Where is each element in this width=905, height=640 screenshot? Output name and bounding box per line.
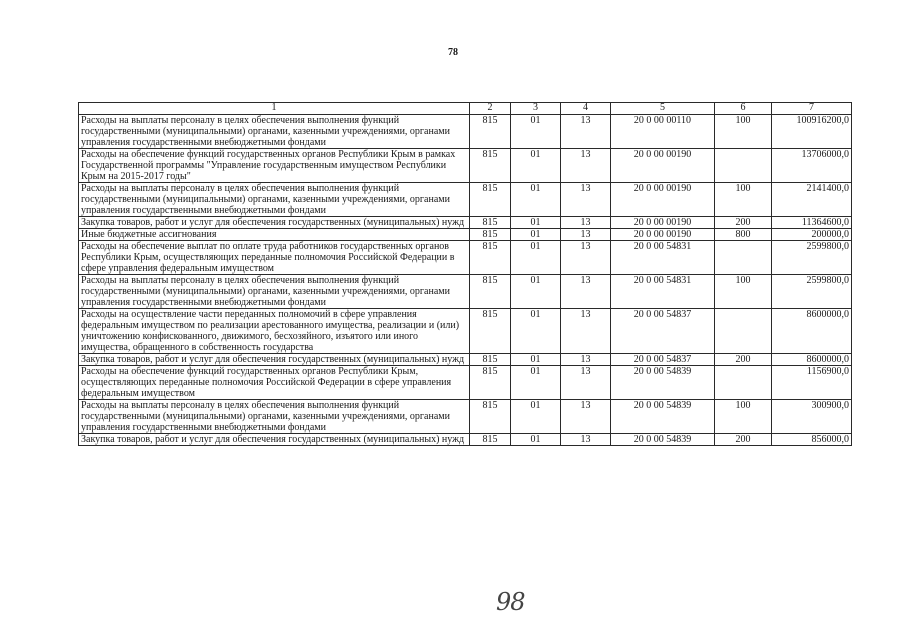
expense-description: Расходы на выплаты персоналу в целях обеспечения выполнения функций государственными (муниципальными) органами, казенными учреждениями, органами управления государственными внебюджетными фондами	[79, 183, 470, 217]
subsection-code: 13	[561, 354, 611, 366]
table-row	[79, 229, 852, 241]
target-article-code: 20 0 00 54831	[611, 241, 715, 275]
section-code: 01	[511, 115, 561, 149]
table-row	[79, 354, 852, 366]
section-code: 01	[511, 434, 561, 446]
target-article-code: 20 0 00 54839	[611, 366, 715, 400]
amount: 200000,0	[772, 229, 852, 241]
subsection-code: 13	[561, 217, 611, 229]
expense-type-code: 200	[715, 434, 772, 446]
section-code: 01	[511, 354, 561, 366]
expense-description: Расходы на обеспечение выплат по оплате труда работников государственных органов Республики Крым, осуществляющих переданные полномочия Российской Федерации в сфере управления федеральным имуществом	[79, 241, 470, 275]
section-code: 01	[511, 217, 561, 229]
expense-type-code: 100	[715, 400, 772, 434]
amount: 2599800,0	[772, 275, 852, 309]
expense-description: Расходы на осуществление части переданных полномочий в сфере управления федеральным имуществом по реализации арестованного имущества, реализации и (или) уничтожению конфискованного, движимого, бесхозяйного, изъятого или иного имущества, обращенного в собственность государства	[79, 309, 470, 354]
target-article-code: 20 0 00 00190	[611, 229, 715, 241]
target-article-code: 20 0 00 54831	[611, 275, 715, 309]
table-row	[79, 115, 852, 149]
target-article-code: 20 0 00 00190	[611, 217, 715, 229]
ministry-code: 815	[470, 354, 511, 366]
subsection-code: 13	[561, 275, 611, 309]
expense-type-code: 100	[715, 183, 772, 217]
column-header: 7	[772, 103, 852, 115]
column-header: 2	[470, 103, 511, 115]
table-row	[79, 275, 852, 309]
target-article-code: 20 0 00 00110	[611, 115, 715, 149]
ministry-code: 815	[470, 366, 511, 400]
target-article-code: 20 0 00 54839	[611, 434, 715, 446]
target-article-code: 20 0 00 54837	[611, 354, 715, 366]
expense-type-code	[715, 309, 772, 354]
table-header-row	[79, 103, 852, 115]
expense-description: Расходы на обеспечение функций государственных органов Республики Крым, осуществляющих переданные полномочия Российской Федерации в сфере управления федеральным имуществом	[79, 366, 470, 400]
expense-type-code	[715, 366, 772, 400]
section-code: 01	[511, 183, 561, 217]
amount: 1156900,0	[772, 366, 852, 400]
table-row	[79, 309, 852, 354]
ministry-code: 815	[470, 217, 511, 229]
expense-description: Закупка товаров, работ и услуг для обеспечения государственных (муниципальных) нужд	[79, 217, 470, 229]
amount: 11364600,0	[772, 217, 852, 229]
ministry-code: 815	[470, 229, 511, 241]
amount: 13706000,0	[772, 149, 852, 183]
amount: 2599800,0	[772, 241, 852, 275]
expense-type-code: 200	[715, 354, 772, 366]
section-code: 01	[511, 275, 561, 309]
ministry-code: 815	[470, 115, 511, 149]
expense-description: Иные бюджетные ассигнования	[79, 229, 470, 241]
amount: 100916200,0	[772, 115, 852, 149]
subsection-code: 13	[561, 183, 611, 217]
expense-description: Закупка товаров, работ и услуг для обеспечения государственных (муниципальных) нужд	[79, 354, 470, 366]
ministry-code: 815	[470, 434, 511, 446]
target-article-code: 20 0 00 00190	[611, 183, 715, 217]
ministry-code: 815	[470, 183, 511, 217]
subsection-code: 13	[561, 149, 611, 183]
expense-type-code: 200	[715, 217, 772, 229]
ministry-code: 815	[470, 241, 511, 275]
table-row	[79, 241, 852, 275]
expense-type-code: 100	[715, 275, 772, 309]
expense-description: Расходы на выплаты персоналу в целях обеспечения выполнения функций государственными (муниципальными) органами, казенными учреждениями, органами управления государственными внебюджетными фондами	[79, 115, 470, 149]
subsection-code: 13	[561, 309, 611, 354]
amount: 8600000,0	[772, 309, 852, 354]
amount: 8600000,0	[772, 354, 852, 366]
ministry-code: 815	[470, 309, 511, 354]
section-code: 01	[511, 400, 561, 434]
column-header: 6	[715, 103, 772, 115]
expense-type-code	[715, 149, 772, 183]
amount: 856000,0	[772, 434, 852, 446]
expense-description: Расходы на обеспечение функций государственных органов Республики Крым в рамках Государственной программы "Управление государственным имуществом Республики Крым на 2015-2017 годы"	[79, 149, 470, 183]
ministry-code: 815	[470, 275, 511, 309]
section-code: 01	[511, 149, 561, 183]
section-code: 01	[511, 309, 561, 354]
page-number: 78	[448, 47, 458, 58]
handwritten-page-number: 98	[496, 588, 525, 616]
amount: 300900,0	[772, 400, 852, 434]
subsection-code: 13	[561, 400, 611, 434]
ministry-code: 815	[470, 149, 511, 183]
section-code: 01	[511, 241, 561, 275]
expense-description: Расходы на выплаты персоналу в целях обеспечения выполнения функций государственными (муниципальными) органами, казенными учреждениями, органами управления государственными внебюджетными фондами	[79, 275, 470, 309]
column-header: 4	[561, 103, 611, 115]
table-row	[79, 366, 852, 400]
table-row	[79, 183, 852, 217]
amount: 2141400,0	[772, 183, 852, 217]
target-article-code: 20 0 00 00190	[611, 149, 715, 183]
table-row	[79, 217, 852, 229]
expense-type-code: 100	[715, 115, 772, 149]
section-code: 01	[511, 229, 561, 241]
target-article-code: 20 0 00 54839	[611, 400, 715, 434]
subsection-code: 13	[561, 229, 611, 241]
target-article-code: 20 0 00 54837	[611, 309, 715, 354]
subsection-code: 13	[561, 241, 611, 275]
subsection-code: 13	[561, 366, 611, 400]
ministry-code: 815	[470, 400, 511, 434]
table-row	[79, 400, 852, 434]
table-row	[79, 434, 852, 446]
section-code: 01	[511, 366, 561, 400]
budget-table	[78, 102, 852, 446]
column-header: 1	[79, 103, 470, 115]
subsection-code: 13	[561, 115, 611, 149]
expense-description: Расходы на выплаты персоналу в целях обеспечения выполнения функций государственными (муниципальными) органами, казенными учреждениями, органами управления государственными внебюджетными фондами	[79, 400, 470, 434]
expense-type-code	[715, 241, 772, 275]
table-row	[79, 149, 852, 183]
subsection-code: 13	[561, 434, 611, 446]
column-header: 5	[611, 103, 715, 115]
expense-type-code: 800	[715, 229, 772, 241]
expense-description: Закупка товаров, работ и услуг для обеспечения государственных (муниципальных) нужд	[79, 434, 470, 446]
column-header: 3	[511, 103, 561, 115]
